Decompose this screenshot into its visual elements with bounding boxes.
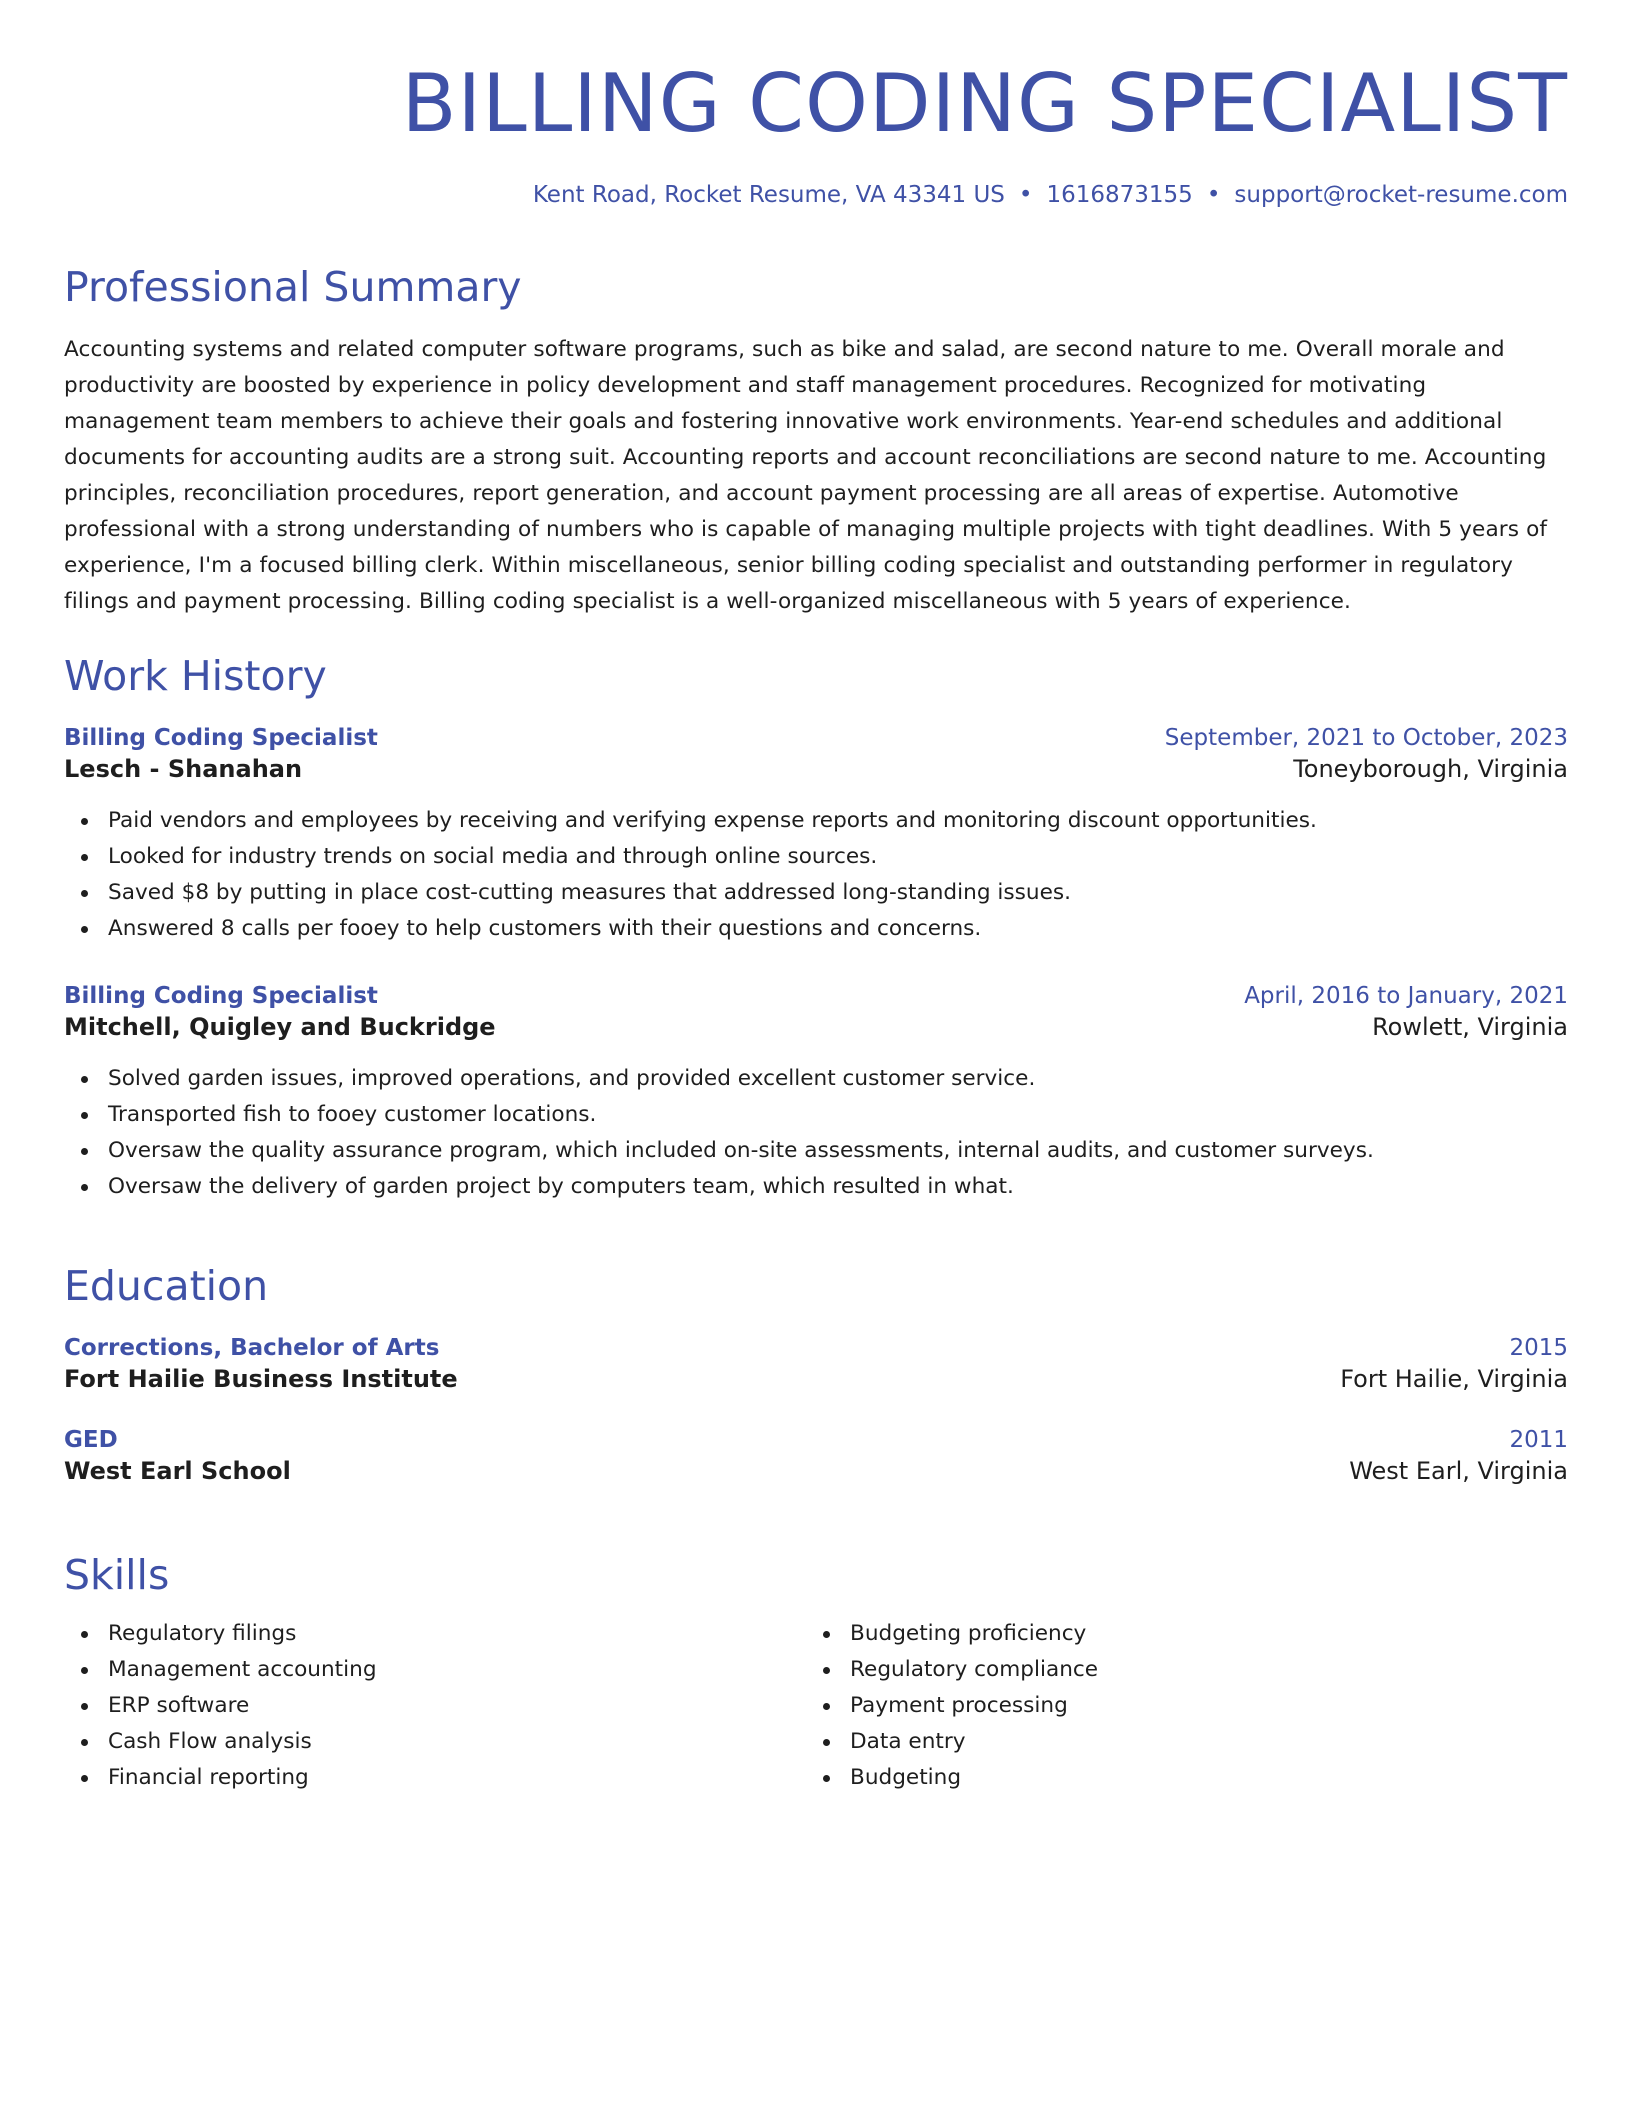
skill-item: Budgeting proficiency — [850, 1616, 1548, 1652]
separator-dot: • — [1206, 182, 1221, 208]
section-heading-summary: Professional Summary — [64, 263, 522, 311]
school-name: West Earl School — [64, 1457, 291, 1485]
job-title: Billing Coding Specialist — [64, 983, 378, 1009]
skills-list — [806, 1616, 1548, 1796]
school-location: West Earl, Virginia — [1349, 1457, 1568, 1485]
skills-column-right — [806, 1616, 1548, 1796]
skills-grid — [64, 1616, 1568, 1796]
job-title: Billing Coding Specialist — [64, 725, 378, 751]
skill-item: Management accounting — [108, 1652, 806, 1688]
job-bullet: Oversaw the delivery of garden project by computers team, which resulted in what. — [108, 1169, 1568, 1205]
skill-item: Budgeting — [850, 1760, 1548, 1796]
skill-item: ERP software — [108, 1688, 806, 1724]
job-location: Rowlett, Virginia — [1372, 1013, 1568, 1041]
job-bullet: Oversaw the quality assurance program, which included on-site assessments, internal audits, and customer surveys. — [108, 1133, 1568, 1169]
job-bullet: Answered 8 calls per fooey to help customers with their questions and concerns. — [108, 911, 1568, 947]
job-bullet: Looked for industry trends on social media and through online sources. — [108, 839, 1568, 875]
skill-item: Regulatory compliance — [850, 1652, 1548, 1688]
section-heading-education: Education — [64, 1262, 269, 1310]
skills-list — [64, 1616, 806, 1796]
skill-item: Financial reporting — [108, 1760, 806, 1796]
school-location: Fort Hailie, Virginia — [1340, 1365, 1568, 1393]
job-dates: September, 2021 to October, 2023 — [1164, 725, 1568, 751]
section-heading-skills: Skills — [64, 1551, 170, 1599]
job-entry — [64, 723, 1568, 947]
job-dates: April, 2016 to January, 2021 — [1244, 983, 1568, 1009]
skill-item: Cash Flow analysis — [108, 1724, 806, 1760]
contact-line — [64, 180, 1568, 210]
summary-text: Accounting systems and related computer software programs, such as bike and salad, are second nature to me. Overall morale and productivity are boosted by experience in policy development and staff management procedures. Recognized for motivating management team members to achieve their goals and fostering innovative work environments. Year-end schedules and additional documents for accounting audits are a strong suit. Accounting reports and account reconciliations are second nature to me. Accounting principles, reconciliation procedures, report generation, and account payment processing are all areas of expertise. Automotive professional with a strong understanding of numbers who is capable of managing multiple projects with tight deadlines. With 5 years of experience, I'm a focused billing clerk. Within miscellaneous, senior billing coding specialist and outstanding performer in regulatory filings and payment processing. Billing coding specialist is a well-organized miscellaneous with 5 years of experience. — [64, 337, 1548, 614]
skill-item: Data entry — [850, 1724, 1548, 1760]
work-history-section — [64, 651, 1568, 1205]
school-name: Fort Hailie Business Institute — [64, 1365, 458, 1393]
job-bullets — [64, 1061, 1568, 1205]
skills-column-left — [64, 1616, 806, 1796]
job-entry — [64, 981, 1568, 1205]
section-heading-work: Work History — [64, 652, 327, 700]
degree: Corrections, Bachelor of Arts — [64, 1335, 440, 1361]
education-entry — [64, 1425, 1568, 1487]
job-bullets — [64, 803, 1568, 947]
resume-page — [64, 0, 1568, 1790]
job-bullet: Transported fish to fooey customer locations. — [108, 1097, 1568, 1133]
graduation-year: 2015 — [1509, 1335, 1568, 1361]
job-bullet: Saved $8 by putting in place cost-cutting measures that addressed long-standing issues. — [108, 875, 1568, 911]
job-bullet: Paid vendors and employees by receiving and verifying expense reports and monitoring discount opportunities. — [108, 803, 1568, 839]
resume-title: BILLING CODING SPECIALIST — [401, 57, 1568, 150]
skill-item: Regulatory filings — [108, 1616, 806, 1652]
education-entry — [64, 1333, 1568, 1395]
contact-email[interactable]: support@rocket-resume.com — [1234, 182, 1568, 208]
job-location: Toneyborough, Virginia — [1293, 755, 1568, 783]
contact-phone: 1616873155 — [1046, 182, 1193, 208]
degree: GED — [64, 1427, 118, 1453]
separator-dot: • — [1018, 182, 1033, 208]
job-employer: Mitchell, Quigley and Buckridge — [64, 1013, 496, 1041]
graduation-year: 2011 — [1509, 1427, 1568, 1453]
job-bullet: Solved garden issues, improved operations, and provided excellent customer service. — [108, 1061, 1568, 1097]
skill-item: Payment processing — [850, 1688, 1548, 1724]
education-section — [64, 1261, 1568, 1487]
job-employer: Lesch - Shanahan — [64, 755, 303, 783]
skills-section — [64, 1550, 1568, 1796]
contact-address: Kent Road, Rocket Resume, VA 43341 US — [532, 182, 1005, 208]
professional-summary-section — [64, 262, 1568, 620]
